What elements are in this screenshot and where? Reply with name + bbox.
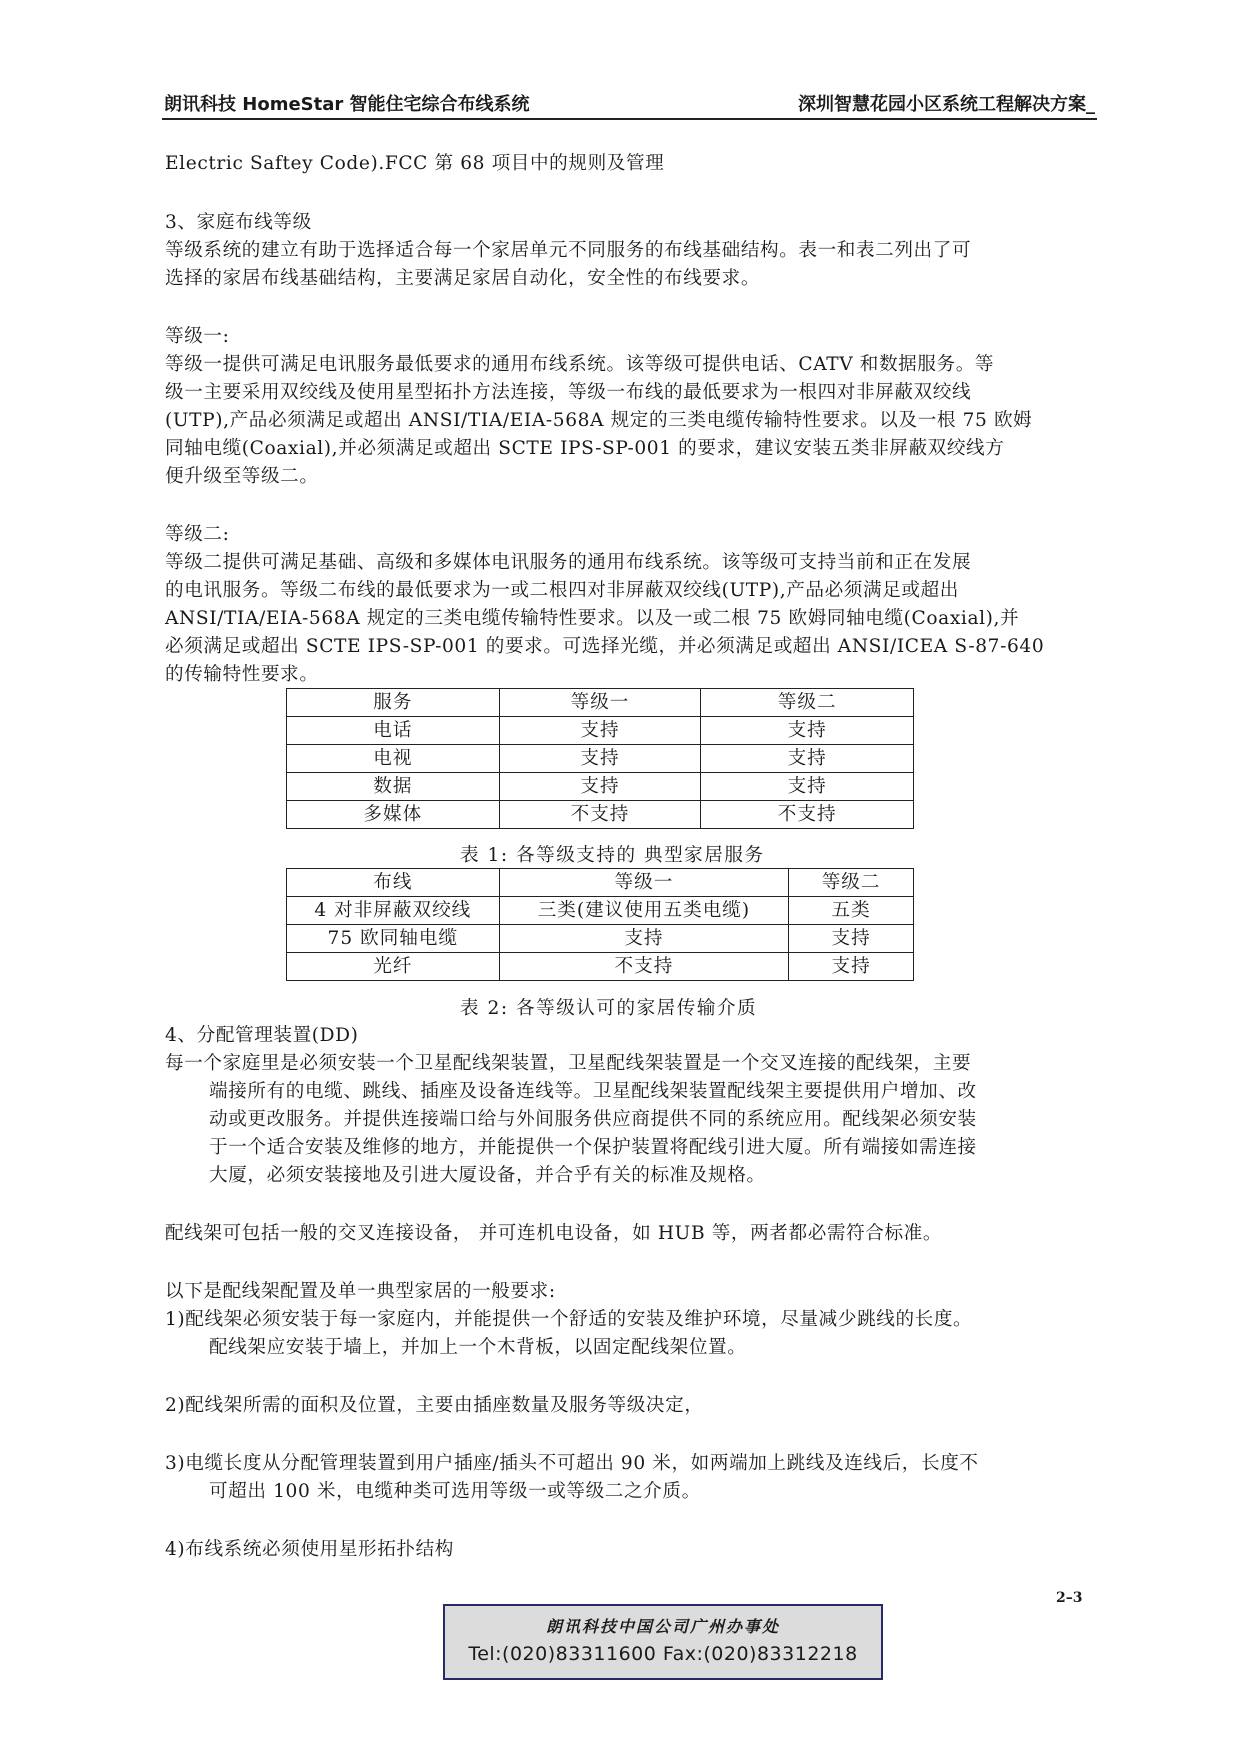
list-item-continuation: 可超出 100 米，电缆种类可选用等级一或等级二之介质。 [209, 1481, 701, 1502]
table-row [287, 925, 914, 953]
subheading-level-2: 等级二: [165, 524, 230, 545]
table-cell: 支持 [789, 925, 914, 953]
table-row [287, 953, 914, 981]
table-cell: 多媒体 [287, 801, 500, 829]
table-cell: 支持 [701, 717, 914, 745]
body-line: 便升级至等级二。 [165, 466, 319, 487]
table-header-cell: 等级二 [789, 869, 914, 897]
table1-caption: 表 1: 各等级支持的 典型家居服务 [460, 845, 765, 866]
body-line: Electric Saftey Code).FCC 第 68 项目中的规则及管理 [165, 153, 665, 174]
table-cell: 75 欧同轴电缆 [287, 925, 500, 953]
section-heading-3: 3、家庭布线等级 [165, 212, 312, 233]
table-services [286, 688, 914, 829]
table-cell: 五类 [789, 897, 914, 925]
table-row [287, 869, 914, 897]
table-row [287, 801, 914, 829]
table2-caption: 表 2: 各等级认可的家居传输介质 [460, 998, 758, 1019]
table-cell: 支持 [499, 745, 701, 773]
footer-contact-numbers: Tel:(020)83311600 Fax:(020)83312218 [468, 1643, 858, 1665]
table-cell: 支持 [499, 773, 701, 801]
body-line: 以下是配线架配置及单一典型家居的一般要求: [165, 1281, 556, 1302]
header-right-title: 深圳智慧花园小区系统工程解决方案_ [798, 94, 1095, 115]
table-cell: 支持 [499, 717, 701, 745]
footer-contact-box [443, 1604, 883, 1680]
body-line: 配线架可包括一般的交叉连接设备， 并可连机电设备，如 HUB 等，两者都必需符合标准。 [165, 1223, 943, 1244]
table-cell: 支持 [701, 773, 914, 801]
table-header-cell: 等级二 [701, 689, 914, 717]
list-item-continuation: 配线架应安装于墙上，并加上一个木背板，以固定配线架位置。 [209, 1337, 747, 1358]
body-line: (UTP),产品必须满足或超出 ANSI/TIA/EIA-568A 规定的三类电缆传输特性要求。以及一根 75 欧姆 [165, 410, 1033, 431]
table-cell: 支持 [701, 745, 914, 773]
body-line: 动或更改服务。并提供连接端口给与外间服务供应商提供不同的系统应用。配线架必须安装 [209, 1109, 977, 1130]
table-header-cell: 等级一 [499, 869, 789, 897]
table-cell: 不支持 [499, 953, 789, 981]
footer-office-name: 朗讯科技中国公司广州办事处 [545, 1617, 780, 1636]
table-cell: 三类(建议使用五类电缆) [499, 897, 789, 925]
body-line: 的传输特性要求。 [165, 664, 319, 685]
table-row [287, 689, 914, 717]
section-heading-4: 4、分配管理装置(DD) [165, 1025, 359, 1046]
table-row [287, 897, 914, 925]
body-line: 等级二提供可满足基础、高级和多媒体电讯服务的通用布线系统。该等级可支持当前和正在发展 [165, 552, 972, 573]
body-line: 每一个家庭里是必须安装一个卫星配线架装置，卫星配线架装置是一个交叉连接的配线架，主要 [165, 1053, 972, 1074]
body-line: 同轴电缆(Coaxial),并必须满足或超出 SCTE IPS-SP-001 的要求，建议安装五类非屏蔽双绞线方 [165, 438, 1005, 459]
table-cell: 不支持 [701, 801, 914, 829]
table-header-cell: 等级一 [499, 689, 701, 717]
header-left-title: 朗讯科技 HomeStar 智能住宅综合布线系统 [164, 94, 530, 115]
list-item: 4)布线系统必须使用星形拓扑结构 [165, 1539, 454, 1560]
body-line: 等级系统的建立有助于选择适合每一个家居单元不同服务的布线基础结构。表一和表二列出了可 [165, 240, 972, 261]
table-cell: 电话 [287, 717, 500, 745]
list-item: 1)配线架必须安装于每一家庭内，并能提供一个舒适的安装及维护环境，尽量减少跳线的长度。 [165, 1309, 973, 1330]
body-line: 的电讯服务。等级二布线的最低要求为一或二根四对非屏蔽双绞线(UTP),产品必须满足或超出 [165, 580, 959, 601]
table-header-cell: 布线 [287, 869, 500, 897]
body-line: 大厦，必须安装接地及引进大厦设备，并合乎有关的标准及规格。 [209, 1165, 766, 1186]
body-line: 必须满足或超出 SCTE IPS-SP-001 的要求。可选择光缆，并必须满足或超出 ANSI/ICEA S-87-640 [165, 636, 1045, 657]
table-row [287, 745, 914, 773]
table-row [287, 773, 914, 801]
table-cell: 支持 [499, 925, 789, 953]
body-line: 选择的家居布线基础结构，主要满足家居自动化，安全性的布线要求。 [165, 268, 761, 289]
page-number: 2–3 [1056, 1590, 1083, 1606]
table-cell: 光纤 [287, 953, 500, 981]
body-line: 端接所有的电缆、跳线、插座及设备连线等。卫星配线架装置配线架主要提供用户增加、改 [209, 1081, 977, 1102]
body-line: 级一主要采用双绞线及使用星型拓扑方法连接，等级一布线的最低要求为一根四对非屏蔽双绞线 [165, 382, 972, 403]
table-row [287, 717, 914, 745]
body-line: 于一个适合安装及维修的地方，并能提供一个保护装置将配线引进大厦。所有端接如需连接 [209, 1137, 977, 1158]
list-item: 3)电缆长度从分配管理装置到用户插座/插头不可超出 90 米，如两端加上跳线及连线后，长度不 [165, 1453, 979, 1474]
table-cell: 电视 [287, 745, 500, 773]
list-item: 2)配线架所需的面积及位置，主要由插座数量及服务等级决定， [165, 1395, 704, 1416]
body-line: 等级一提供可满足电讯服务最低要求的通用布线系统。该等级可提供电话、CATV 和数据服务。等 [165, 354, 995, 375]
table-header-cell: 服务 [287, 689, 500, 717]
table-cell: 数据 [287, 773, 500, 801]
page-header [162, 88, 1097, 120]
table-cell: 支持 [789, 953, 914, 981]
table-media [286, 868, 914, 981]
body-line: ANSI/TIA/EIA-568A 规定的三类电缆传输特性要求。以及一或二根 75 欧姆同轴电缆(Coaxial),并 [165, 608, 1020, 629]
subheading-level-1: 等级一: [165, 326, 230, 347]
table-cell: 不支持 [499, 801, 701, 829]
table-cell: 4 对非屏蔽双绞线 [287, 897, 500, 925]
